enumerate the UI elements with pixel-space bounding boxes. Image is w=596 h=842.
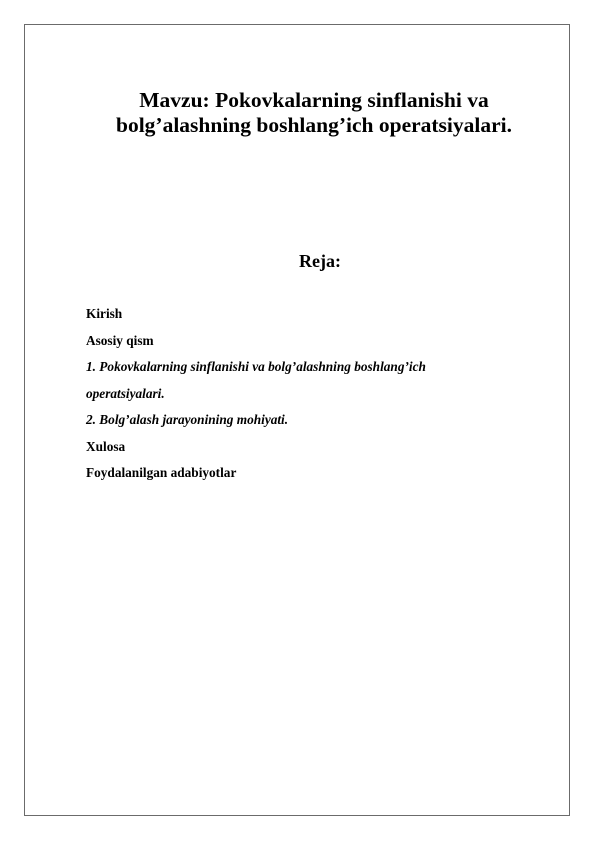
toc-item-main-part: Asosiy qism [86, 332, 154, 348]
toc-item-section-1: 1. Pokovkalarning sinflanishi va bolg’alashning boshlang’ich [86, 359, 426, 374]
toc-item-introduction: Kirish [86, 306, 123, 321]
document-title [40, 88, 588, 138]
title-line-2: bolg’alashning boshlang’ich operatsiyalari. [115, 113, 513, 137]
title-line-1: Mavzu: Pokovkalarning sinflanishi va [139, 88, 489, 112]
toc-item-conclusion: Xulosa [86, 438, 126, 454]
plan-heading: Reja: [299, 251, 341, 271]
toc-item-section-1-continued: operatsiyalari. [86, 385, 165, 401]
table-of-contents [86, 304, 546, 490]
toc-item-section-2: 2. Bolg’alash jarayonining mohiyati. [86, 412, 289, 427]
toc-item-references: Foydalanilgan adabiyotlar [86, 465, 237, 480]
